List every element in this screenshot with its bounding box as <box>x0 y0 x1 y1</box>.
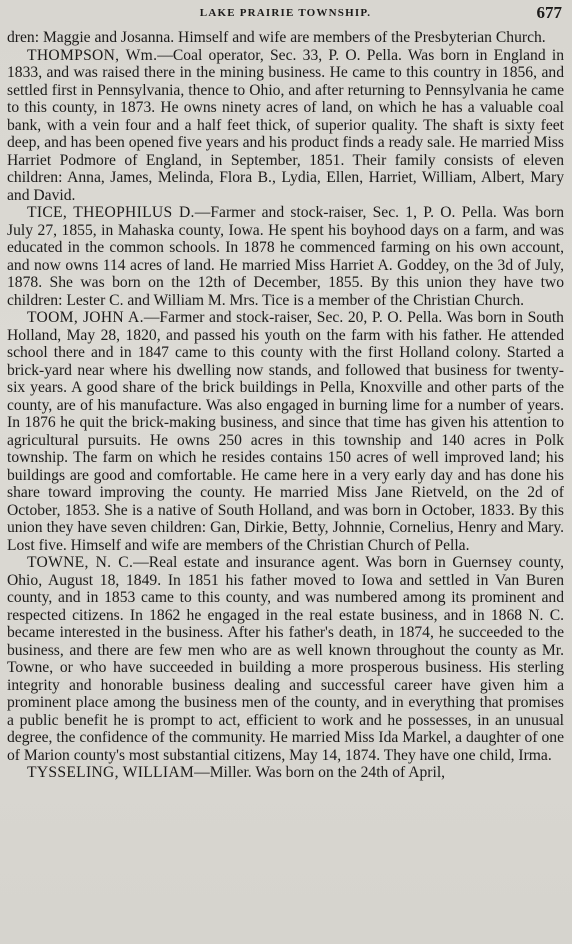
entry-text: —Coal operator, Sec. 33, P. O. Pella. Was born in England in 1833, and was raised there in the mining business. He came to this country in 1856, and settled first in Pennsylvania, thence to Ohio, and after returning to Pennsylvania he came to this county, in 1873. He owns ninety acres of land, on which he has a valuable coal bank, with a vein four and a half feet thick, of superior quality. The shaft is sixty feet deep, and has been opened five years and his product finds a ready sale. He married Miss Harriet Podmore of England, in September, 1851. Their family consists of eleven children: Anna, James, Melinda, Flora B., Lydia, Ellen, Harriet, William, Albert, Mary and David. <box>7 46 565 204</box>
continuation-paragraph: dren: Maggie and Josanna. Himself and wife are members of the Presbyterian Church. <box>7 29 546 46</box>
entry-name: TOOM, JOHN A. <box>27 309 144 326</box>
running-head: LAKE PRAIRIE TOWNSHIP. <box>199 7 372 19</box>
page-body <box>7 29 564 782</box>
biography-entry <box>7 47 564 205</box>
entry-text: —Real estate and insurance agent. Was born in Guernsey county, Ohio, August 18, 1849. In 1851 his father moved to Iowa and settled in Van Buren county, and in 1853 came to this county, and was numbered among its prominent and respected citizens. In 1862 he engaged in the real estate business, and in 1868 N. C. became interested in the business. After his father's death, in 1874, he succeeded to the business, and there are few men who are as well known throughout the county as Mr. Towne, or who have succeeded in building a more prosperous business. His sterling integrity and honorable business dealing and successful career have given him a prominent place among the business men of the county, and in everything that promises a public benefit he is prompt to act, efficient to work and he possesses, in an unusual degree, the confidence of the community. He married Miss Ida Markel, a daughter of one of Marion county's most substantial citizens, May 14, 1874. They have one child, Irma. <box>7 554 565 764</box>
entry-name: THOMPSON, Wm. <box>27 46 158 64</box>
entry-text: —Farmer and stock-raiser, Sec. 20, P. O. Pella. Was born in South Holland, May 28, 1820, and passed his youth on the farm with his father. He attended school there and in 1847 came to this county with the first Holland colony. Started a brick-yard near where his dwelling now stands, and followed that business for twenty-six years. A good share of the brick buildings in Pella, Knoxville and other parts of the county, are of his manufacture. Was also engaged in burning lime for a number of years. In 1876 he quit the brick-making business, and since that time has given his attention to agricultural pursuits. He owns 250 acres in this township and 140 acres in Polk township. The farm on which he resides contains 150 acres of well improved land; his buildings are good and comfortable. He came here in a very early day and has done his share toward improving the county. He married Miss Jane Rietveld, on the 2d of October, 1853. She is a native of South Holland, and was born in October, 1833. By this union they have seven children: Gan, Dirkie, Betty, Johnnie, Cornelius, Henry and Mary. Lost five. Himself and wife are members of the Christian Church of Pella. <box>7 309 564 554</box>
biography-entry <box>7 554 564 764</box>
entry-text: —Miller. Was born on the 24th of April, <box>194 764 446 781</box>
entry-name: TICE, THEOPHILUS D. <box>27 204 195 221</box>
biography-entry <box>7 764 564 782</box>
entry-text: —Farmer and stock-raiser, Sec. 1, P. O. Pella. Was born July 27, 1855, in Mahaska county, Iowa. He spent his boyhood days on a farm, and was educated in the common schools. In 1878 he commenced farming on his own account, and now owns 114 acres of land. He married Miss Harriet A. Goddey, on the 3d of July, 1878. She was born on the 12th of December, 1855. By this union they have two children: Lester C. and William M. Mrs. Tice is a member of the Christian Church. <box>7 204 565 309</box>
biography-entry <box>7 309 564 554</box>
entry-name: TOWNE, N. C. <box>27 554 134 571</box>
page-number: 677 <box>536 3 562 22</box>
page-header <box>7 3 564 29</box>
entry-name: TYSSELING, WILLIAM <box>27 764 195 781</box>
biography-entry <box>7 204 564 309</box>
